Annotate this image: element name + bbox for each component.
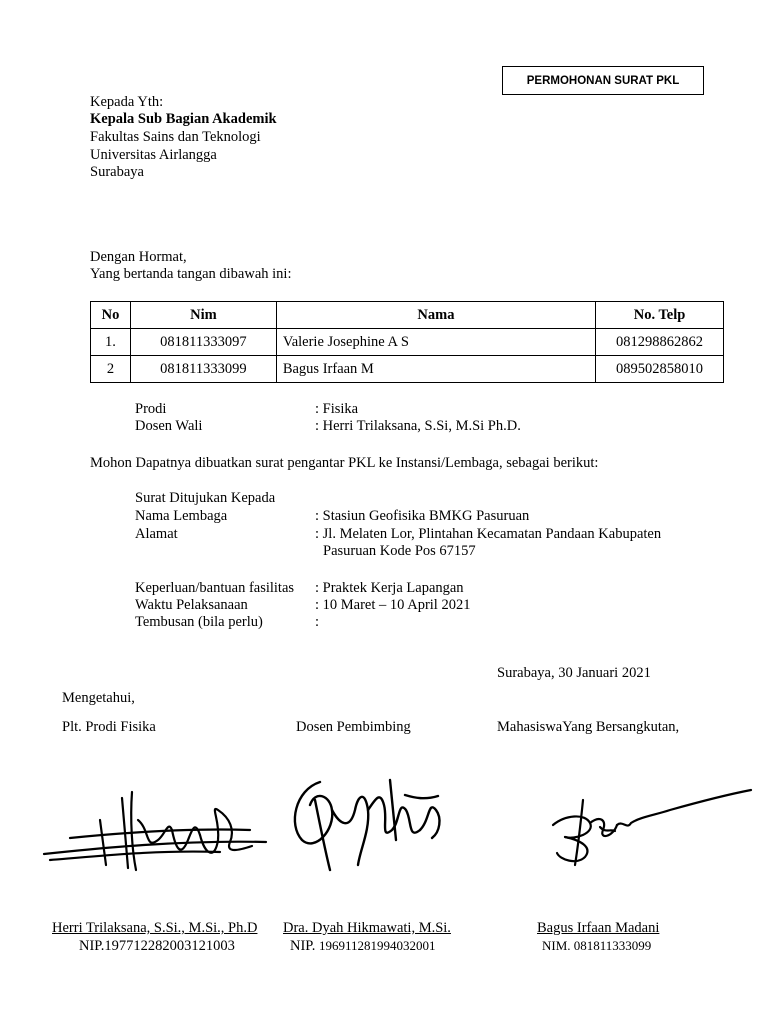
recipient-city: Surabaya [90,164,144,180]
cell-nama: Valerie Josephine A S [276,329,595,356]
alamat-value-line2: Pasuruan Kode Pos 67157 [323,543,476,559]
alamat-value-line1: : Jl. Melaten Lor, Plintahan Kecamatan Pandaan Kabupaten [315,526,662,542]
acknowledge-text: Mengetahui, [62,690,135,706]
cell-telp: 081298862862 [596,329,724,356]
signatory-right-name: Bagus Irfaan Madani [537,920,660,936]
document-title-box [502,66,704,95]
header-nama: Nama [276,302,595,329]
role-mahasiswa: MahasiswaYang Bersangkutan, [497,719,680,735]
signatory-left-id: NIP.197712282003121003 [79,938,235,954]
signatory-middle-id [290,937,436,955]
waktu-value: : 10 Maret – 10 April 2021 [315,597,471,613]
tembusan-label: Tembusan (bila perlu) [135,614,263,630]
table-row [91,356,724,383]
alamat-label: Alamat [135,526,178,542]
cell-telp: 089502858010 [596,356,724,383]
waktu-label: Waktu Pelaksanaan [135,597,248,613]
prodi-value: : Fisika [315,401,359,417]
role-prodi: Plt. Prodi Fisika [62,719,156,735]
header-nim: Nim [130,302,276,329]
recipient-faculty: Fakultas Sains dan Teknologi [90,129,261,145]
signatory-middle-id-number: 196911281994032001 [319,938,436,953]
table-header-row [91,302,724,329]
place-date: Surabaya, 30 Januari 2021 [497,665,651,681]
signature-left [40,780,270,880]
recipient-position: Kepala Sub Bagian Akademik [90,111,277,127]
prodi-label: Prodi [135,401,167,417]
signature-right [545,785,755,870]
signatory-left-name: Herri Trilaksana, S.Si., M.Si., Ph.D [52,920,258,936]
signatory-right-id: NIM. 081811333099 [542,938,652,953]
role-dosen-pembimbing: Dosen Pembimbing [296,719,411,735]
cell-nim: 081811333099 [130,356,276,383]
cell-nim: 081811333097 [130,329,276,356]
recipient-university: Universitas Airlangga [90,147,217,163]
dosen-wali-value: : Herri Trilaksana, S.Si, M.Si Ph.D. [315,418,521,434]
destination-heading: Surat Ditujukan Kepada [135,490,276,506]
lembaga-value: : Stasiun Geofisika BMKG Pasuruan [315,508,530,524]
cell-no: 2 [91,356,131,383]
header-telp: No. Telp [596,302,724,329]
tembusan-value: : [315,614,320,630]
signatory-middle-id-label: NIP. [290,938,316,954]
signatory-middle-name: Dra. Dyah Hikmawati, M.Si. [283,920,451,936]
cell-no: 1. [91,329,131,356]
greeting: Dengan Hormat, [90,249,187,265]
student-table [90,301,724,383]
header-no: No [91,302,131,329]
signature-middle [280,770,450,875]
lembaga-label: Nama Lembaga [135,508,228,524]
intro-text: Yang bertanda tangan dibawah ini: [90,266,292,282]
table-row [91,329,724,356]
keperluan-label: Keperluan/bantuan fasilitas [135,580,295,596]
dosen-wali-label: Dosen Wali [135,418,203,434]
request-text: Mohon Dapatnya dibuatkan surat pengantar PKL ke Instansi/Lembaga, sebagai berikut: [90,455,599,471]
keperluan-value: : Praktek Kerja Lapangan [315,580,464,596]
recipient-salutation: Kepada Yth: [90,94,164,110]
document-title: PERMOHONAN SURAT PKL [526,74,680,87]
cell-nama: Bagus Irfaan M [276,356,595,383]
